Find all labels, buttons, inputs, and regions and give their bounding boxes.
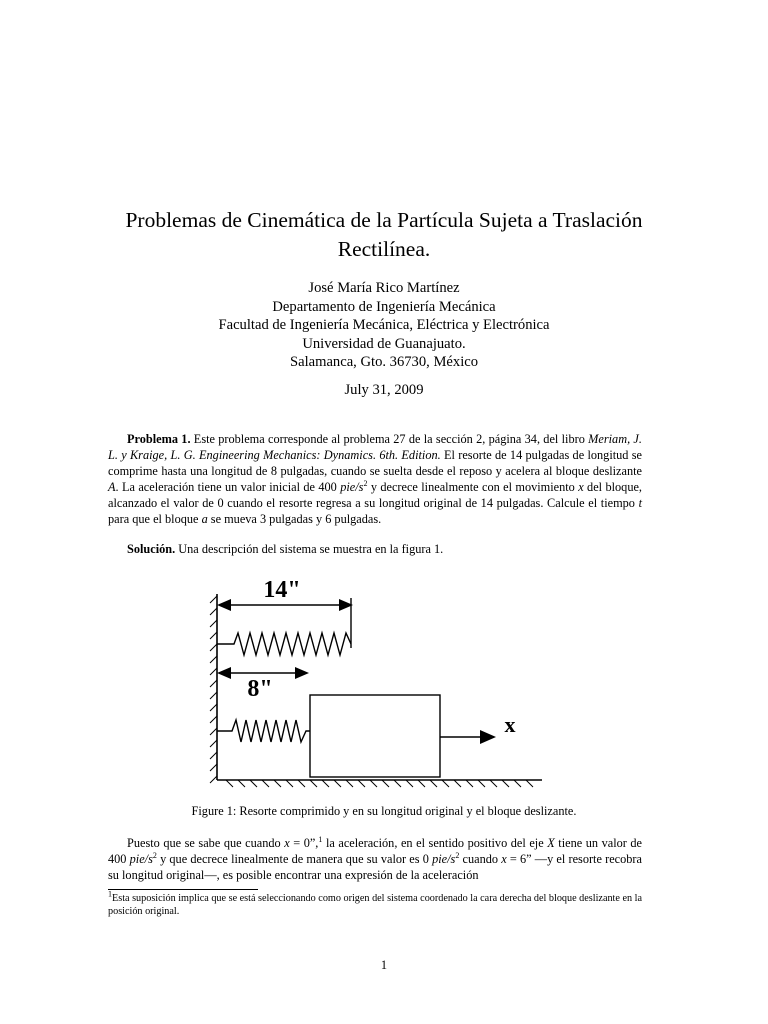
figure-caption: Figure 1: Resorte comprimido y en su longitud original y el bloque deslizante.: [191, 804, 577, 818]
problem-1-paragraph: Problema 1. Este problema corresponde al problema 27 de la sección 2, página 34, del libro Meriam, J. L. y Kraige, L. G. Engineering Mechanics: Dynamics. 6th. Edition. El resorte de 14 pulgadas de longitud se comprime hasta una longitud de 8 pulgadas, cuando se suelta desde el reposo y acelera al bloque deslizante A. La aceleración tiene un valor inicial de 400 pie/$s^2$ y decrece linealmente con el movimiento x del bloque, alcanzado el valor de 0 cuando el resorte regresa a su longitud original de 14 pulgadas. Calcule el tiempo t para que el bloque a se mueva 3 pulgadas y 6 pulgadas.: [108, 432, 642, 526]
solution-label: Solución.: [127, 542, 176, 556]
floor-hatching: [226, 780, 533, 787]
author-block: [100, 279, 668, 372]
footnote-rule: [108, 889, 258, 890]
paper-date: July 31, 2009: [344, 382, 424, 398]
spring-original: [217, 633, 351, 655]
author-name: José María Rico Martínez: [308, 280, 460, 296]
label-x-axis: x: [504, 712, 516, 737]
solution-paragraph: Solución. Una descripción del sistema se muestra en la figura 1.: [127, 542, 444, 556]
author-address: Salamanca, Gto. 36730, México: [289, 354, 479, 371]
author-department: Departamento de Ingeniería Mecánica: [272, 298, 496, 315]
title-line-1: Problemas de Cinemática de la Partícula Sujeta a Traslación: [125, 208, 643, 232]
spring-block-figure: [200, 570, 560, 790]
paragraph-2: Puesto que se sabe que cuando x = 0”,$^1$ la aceleración, en el sentido positivo del eje X tiene un valor de 400 pie/$s^2$ y que decrece linealmente de manera que su valor es 0 pie/$s^2$ cuando x = 6” —y el resorte recobra su longitud original—, es posible encontrar una expresión de la aceleración: [108, 834, 643, 882]
spring-compressed: [217, 720, 310, 742]
wall-hatching: [210, 596, 217, 783]
footnote-ref: 1: [318, 834, 323, 844]
label-8-inches: 8": [247, 676, 273, 702]
label-14-inches: 14": [263, 577, 301, 603]
footnote: $^1$Esta suposición implica que se está seleccionando como origen del sistema coordenado la cara derecha del bloque deslizante en la posición original.: [108, 889, 642, 917]
x-direction-arrow: [440, 730, 496, 744]
page-number: 1: [380, 958, 388, 972]
author-faculty: Facultad de Ingeniería Mecánica, Eléctrica y Electrónica: [218, 317, 550, 334]
title-line-2: Rectilínea.: [337, 237, 431, 261]
author-university: Universidad de Guanajuato.: [302, 335, 466, 352]
problem-label: Problema 1.: [127, 432, 191, 446]
paper-title: [100, 206, 668, 264]
sliding-block: [310, 695, 440, 777]
book-reference: Meriam, J. L. y Kraige, L. G. Engineering Mechanics: Dynamics. 6th. Edition.: [108, 432, 642, 462]
